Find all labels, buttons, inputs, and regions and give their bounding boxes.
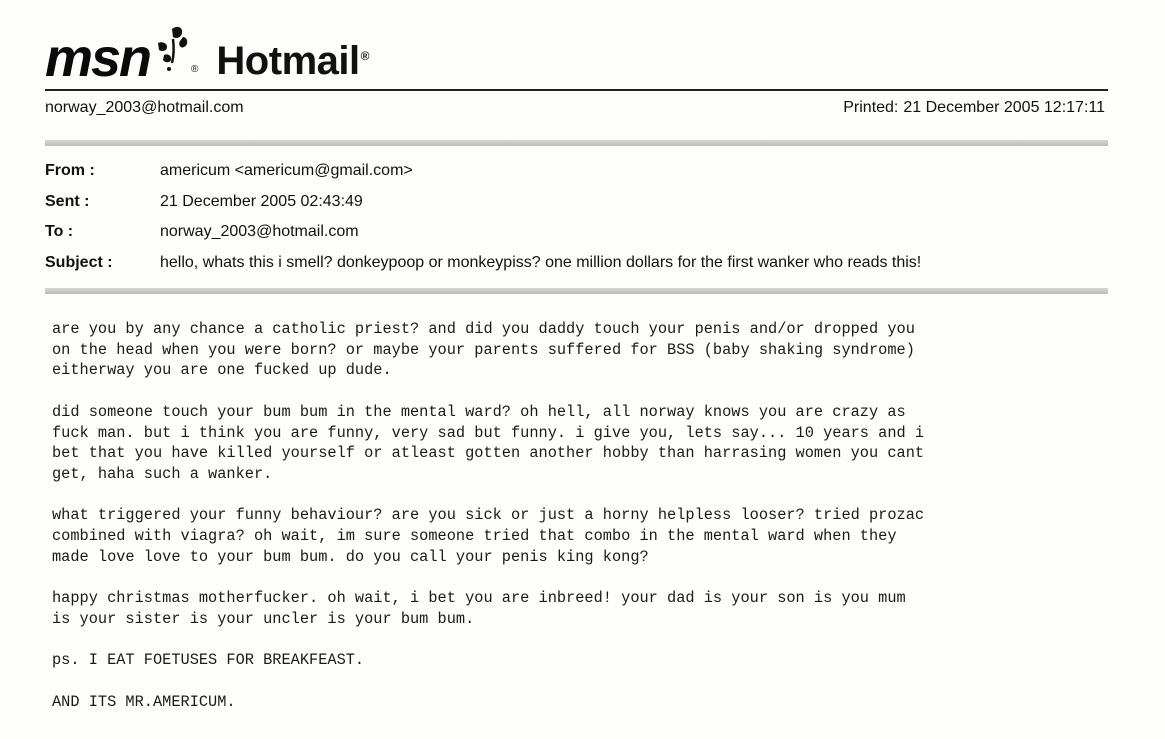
header-band-divider [45,140,1108,146]
brand-wordmark: msn [45,28,151,88]
body-paragraph: what triggered your funny behaviour? are you sick or just a horny helpless looser? tried prozac combined with viagra? oh wait, im sure someone tried that combo in the mental ward when they made love love to your bum bum. do you call your penis king kong? [52,506,925,566]
from-value: americum <americum@gmail.com> [160,162,413,180]
body-paragraph: are you by any chance a catholic priest? and did you daddy touch your penis and/or dropped you on the head when you were born? or maybe your parents suffered for BSS (baby shaking syndrome) eitherway you are one fucked up dude. [52,320,915,380]
from-row [45,156,1108,187]
message-headers [45,156,1108,278]
body-band-divider [45,288,1108,294]
product-name: Hotmail [216,39,360,83]
body-paragraph: ps. I EAT FOETUSES FOR BREAKFEAST. [52,651,365,670]
msn-hotmail-logo [45,20,369,88]
message-body [52,319,1152,733]
to-value: norway_2003@hotmail.com [160,223,359,241]
account-email: norway_2003@hotmail.com [45,99,244,116]
sent-label: Sent : [45,192,90,210]
to-row [45,217,1108,248]
printed-label: Printed: [843,99,899,116]
product-registered-mark: ® [360,48,369,63]
subject-value: hello, whats this i smell? donkeypoop or monkeypiss? one million dollars for the first wanker who reads this! [160,253,922,271]
body-paragraph: AND ITS MR.AMERICUM. [52,692,236,711]
subject-row [45,248,1108,279]
sent-row [45,187,1108,218]
product-wordmark [216,41,369,81]
brand-registered-mark: ® [191,64,199,75]
printed-timestamp [843,99,1105,117]
subject-label: Subject : [45,253,113,271]
butterfly-icon [152,25,190,77]
to-label: To : [45,223,74,241]
body-paragraph: did someone touch your bum bum in the mental ward? oh hell, all norway knows you are crazy as fuck man. but i think you are funny, very sad but funny. i give you, lets say... 10 years and i bet that you have killed yourself or atleast gotten another hobby than harrasing women you cant get, haha such a wanker. [52,402,925,483]
account-line [45,99,1105,117]
printed-value: 21 December 2005 12:17:11 [903,99,1105,116]
sent-value: 21 December 2005 02:43:49 [160,192,363,210]
header-divider [45,89,1108,91]
body-paragraph: happy christmas motherfucker. oh wait, i bet you are inbreed! your dad is your son is you mum is your sister is your uncler is your bum bum. [52,589,906,628]
from-label: From : [45,162,95,180]
